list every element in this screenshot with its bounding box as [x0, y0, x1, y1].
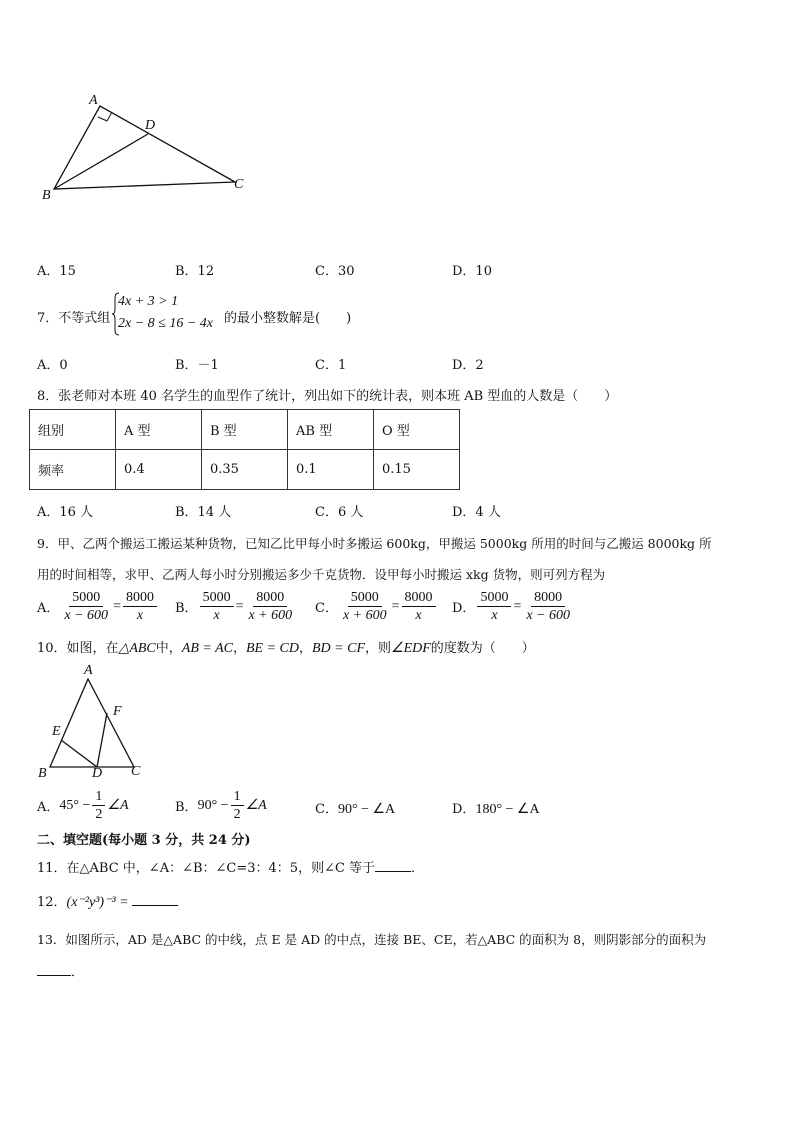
fraction	[123, 589, 157, 624]
q12-answer-blank[interactable]	[132, 905, 178, 906]
q10-cond-2: BE = CD	[245, 641, 299, 656]
fraction	[231, 788, 244, 823]
option-letter: C．	[315, 601, 338, 616]
q10-text-pre: 10．如图，在	[37, 641, 119, 656]
option-letter: B．	[175, 800, 198, 815]
denominator: 2	[233, 807, 241, 822]
fig1-label-a: A	[89, 93, 98, 108]
denominator: x − 600	[64, 608, 109, 623]
option-letter: C．	[315, 802, 338, 817]
q8-text: 8．张老师对本班 40 名学生的血型作了统计，列出如下的统计表，则本班 AB 型血的人数是（ ）	[37, 389, 618, 404]
option-text: 180° − ∠A	[475, 802, 540, 817]
numerator: 5000	[200, 589, 234, 607]
table-cell: 0.35	[202, 450, 288, 490]
q7-option-c[interactable]: C．1	[315, 358, 347, 373]
q10-cond-3: BD = CF	[312, 641, 365, 656]
numerator: 1	[92, 788, 105, 806]
fig2-label-b: B	[38, 766, 47, 781]
q10-angle: ∠EDF	[391, 641, 431, 656]
q10-text: 10．如图，在△ABC中，AB = AC，BE = CD，BD = CF，则∠EDF的度数为（ ）	[37, 641, 535, 656]
q7-line2: 2x − 8 ≤ 16 − 4x	[118, 316, 214, 331]
fraction	[402, 589, 436, 624]
fraction	[523, 589, 573, 624]
numerator: 5000	[477, 589, 511, 607]
q8-option-a[interactable]: A．16 人	[37, 505, 94, 520]
fig2-label-c: C	[131, 764, 141, 779]
table-row	[30, 410, 460, 450]
table-row	[30, 450, 460, 490]
q7-suffix: 的最小整数解是( )	[224, 311, 352, 326]
denominator: x	[491, 608, 498, 623]
q13-end: ．	[71, 965, 85, 980]
table-cell: A 型	[116, 410, 202, 450]
q9-option-c[interactable]	[315, 589, 438, 624]
section-heading-fill-in: 二、填空题(每小题 3 分，共 24 分)	[37, 833, 251, 848]
figure-triangle-abc	[30, 90, 260, 210]
fraction	[477, 589, 511, 624]
fraction	[200, 589, 234, 624]
fig2-label-e: E	[52, 724, 61, 739]
denominator: x + 600	[248, 608, 293, 623]
numerator: 8000	[531, 589, 565, 607]
numerator: 8000	[123, 589, 157, 607]
q6-option-b[interactable]: B．12	[175, 264, 215, 279]
q10-option-d[interactable]	[452, 798, 540, 818]
q13-answer-blank[interactable]	[37, 975, 71, 976]
numerator: 8000	[253, 589, 287, 607]
denominator: x	[136, 608, 144, 623]
q8-option-c[interactable]: C．6 人	[315, 505, 364, 520]
table-cell: 0.4	[116, 450, 202, 490]
q7-option-d[interactable]: D．2	[452, 358, 484, 373]
fraction	[92, 788, 105, 823]
q9-line1: 9．甲、乙两个搬运工搬运某种货物，已知乙比甲每小时多搬运 600kg，甲搬运 5000kg 所用的时间与乙搬运 8000kg 所	[37, 536, 712, 551]
blood-type-table	[29, 409, 460, 490]
option-tail: ∠A	[107, 798, 129, 813]
fig2-label-a: A	[84, 663, 93, 678]
q10-text-mid: 中，	[155, 641, 182, 656]
table-cell: 组别	[30, 410, 116, 450]
q7-line1: 4x + 3 > 1	[118, 294, 179, 309]
q10-option-c[interactable]	[315, 798, 395, 818]
fig1-label-b: B	[42, 188, 51, 203]
q12	[37, 891, 178, 911]
q10-triangle: △ABC	[118, 641, 156, 656]
q11-text: 11．在△ABC 中，∠A：∠B：∠C=3：4：5，则∠C 等于	[37, 861, 376, 876]
q10-text-end: ，则	[365, 641, 392, 656]
option-lead: 90° −	[197, 797, 229, 813]
q7-option-b[interactable]: B．－1	[175, 358, 219, 373]
fraction	[245, 589, 295, 624]
numerator: 5000	[69, 589, 103, 607]
q8-option-d[interactable]: D．4 人	[452, 505, 501, 520]
option-letter: B．	[175, 601, 198, 616]
table-cell: B 型	[202, 410, 288, 450]
q11-answer-blank[interactable]	[375, 871, 411, 872]
q9-line2: 用的时间相等，求甲、乙两人每小时分别搬运多少千克货物．设甲每小时搬运 xkg 货物，则可列方程为	[37, 567, 606, 582]
q9-option-a[interactable]	[37, 589, 159, 624]
fig2-label-f: F	[113, 704, 122, 719]
option-lead: 45° −	[59, 797, 91, 813]
fig1-label-c: C	[234, 177, 244, 192]
q6-option-d[interactable]: D．10	[452, 264, 492, 279]
option-letter: D．	[452, 802, 476, 817]
q7-inequality-system	[118, 291, 213, 335]
option-text: 90° − ∠A	[337, 802, 396, 817]
equals-sign: =	[235, 598, 244, 614]
fraction	[340, 589, 390, 624]
fig2-label-d: D	[92, 766, 103, 781]
denominator: x − 600	[526, 608, 571, 623]
q13-line2	[37, 961, 84, 980]
table-cell: 0.15	[374, 450, 460, 490]
denominator: x	[415, 608, 422, 623]
q7-prefix: 7．不等式组	[37, 311, 111, 326]
option-letter: A．	[37, 800, 60, 815]
q9-option-d[interactable]	[452, 589, 575, 624]
q7-option-a[interactable]: A．0	[37, 358, 68, 373]
option-letter: D．	[452, 601, 476, 616]
equals-sign: =	[391, 598, 400, 614]
equals-sign: =	[513, 598, 522, 614]
denominator: x + 600	[342, 608, 387, 623]
q11	[37, 857, 424, 876]
q13-line1: 13．如图所示，AD 是△ABC 的中线，点 E 是 AD 的中点，连接 BE、CE，若△ABC 的面积为 8，则阴影部分的面积为	[37, 932, 707, 947]
q10-cond-1: AB = AC	[181, 641, 233, 656]
denominator: 2	[95, 807, 103, 822]
q10-text-tail: 的度数为（ ）	[430, 641, 535, 656]
numerator: 5000	[348, 589, 382, 607]
q12-label: 12．	[37, 895, 67, 910]
q6-option-a[interactable]: A．15	[37, 264, 76, 279]
numerator: 1	[231, 788, 244, 806]
denominator: x	[213, 608, 220, 623]
option-tail: ∠A	[245, 798, 267, 813]
q10-option-b[interactable]	[175, 788, 267, 823]
q10-option-a[interactable]	[37, 788, 129, 823]
table-cell: 频率	[30, 450, 116, 490]
q6-option-c[interactable]: C．30	[315, 264, 355, 279]
table-cell: AB 型	[288, 410, 374, 450]
fraction	[61, 589, 111, 624]
table-cell: O 型	[374, 410, 460, 450]
q12-expression: (x⁻²y³)⁻³ =	[66, 895, 129, 910]
option-letter: A．	[37, 601, 60, 616]
fig1-label-d: D	[145, 118, 156, 133]
numerator: 8000	[402, 589, 436, 607]
equals-sign: =	[113, 598, 121, 614]
q9-option-b[interactable]	[175, 589, 297, 624]
q8-option-b[interactable]: B．14 人	[175, 505, 232, 520]
table-cell: 0.1	[288, 450, 374, 490]
q11-end: ．	[411, 861, 425, 876]
